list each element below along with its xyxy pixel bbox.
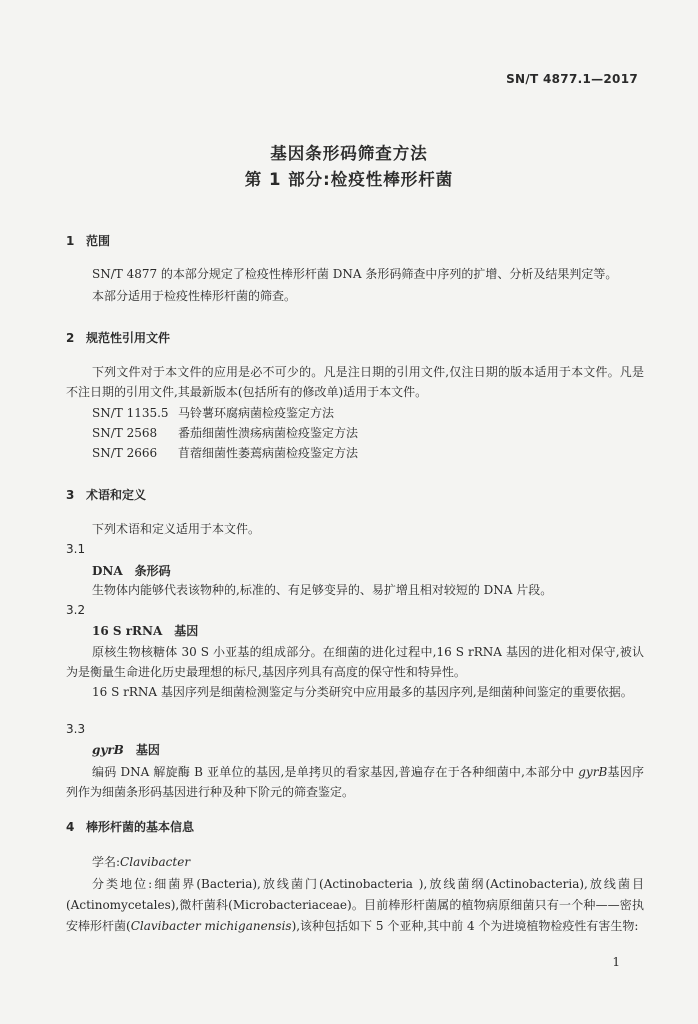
section-number: 1 — [66, 234, 75, 248]
term-definition: 16 S rRNA 基因序列是细菌检测鉴定与分类研究中应用最多的基因序列,是细菌种间鉴定的重要依据。 — [92, 685, 633, 699]
section-4-heading — [66, 818, 194, 835]
name-italic: Clavibacter — [120, 855, 191, 869]
page-number: 1 — [612, 955, 620, 969]
paragraph: SN/T 4877 的本部分规定了检疫性棒形杆菌 DNA 条形码筛查中序列的扩增、分析及结果判定等。 — [92, 267, 618, 281]
classification-part: ),该种包括如下 5 个亚种,其中前 4 个为进境植物检疫性有害生物: — [291, 919, 639, 933]
title-line-2: 第 1 部分:检疫性棒形杆菌 — [244, 170, 454, 189]
reference-item — [92, 445, 358, 461]
reference-code: SN/T 2568 — [92, 426, 158, 440]
section-title: 范围 — [86, 234, 111, 248]
term-definition: 生物体内能够代表该物种的,标准的、有足够变异的、易扩增且相对较短的 DNA 片段。 — [92, 583, 553, 597]
definition-part: 编码 DNA 解旋酶 B 亚单位的基因,是单拷贝的看家基因,普遍存在于各种细菌中,本部分中 — [92, 765, 579, 779]
paragraph: 下列文件对于本文件的应用是必不可少的。凡是注日期的引用文件,仅注日期的版本适用于本文件。凡是不注日期的引用文件,其最新版本(包括所有的修改单)适用于本文件。 — [66, 365, 644, 399]
section-1-heading — [66, 232, 110, 249]
classification-italic: Clavibacter michiganensis — [130, 919, 292, 933]
reference-name: 番茄细菌性溃疡病菌检疫鉴定方法 — [178, 426, 359, 440]
name-label: 学名: — [92, 855, 121, 869]
clause-number: 3.1 — [66, 542, 86, 556]
section-title: 术语和定义 — [86, 488, 147, 502]
classification-paragraph — [66, 874, 644, 937]
reference-item — [92, 425, 358, 441]
term-italic: gyrB — [92, 743, 124, 757]
reference-name: 苜蓿细菌性萎蔫病菌检疫鉴定方法 — [178, 446, 359, 460]
term-definition — [66, 762, 644, 802]
section-number: 4 — [66, 820, 75, 834]
clause-number: 3.3 — [66, 722, 86, 736]
section-2-heading — [66, 329, 170, 346]
paragraph: 下列术语和定义适用于本文件。 — [92, 522, 261, 536]
term-heading — [92, 741, 160, 758]
reference-item — [92, 405, 334, 421]
term-definition: 原核生物核糖体 30 S 小亚基的组成部分。在细菌的进化过程中,16 S rRNA 基因的进化相对保守,被认为是衡量生命进化历史最理想的标尺,基因序列具有高度的保守性和特异性。 — [66, 645, 644, 679]
reference-code: SN/T 1135.5 — [92, 406, 169, 420]
term-heading: 16 S rRNA 基因 — [92, 624, 199, 638]
section-3-heading — [66, 486, 146, 503]
term-rest: 基因 — [123, 743, 160, 757]
paragraph: 本部分适用于检疫性棒形杆菌的筛查。 — [92, 289, 297, 303]
reference-code: SN/T 2666 — [92, 446, 158, 460]
definition-italic: gyrB — [578, 765, 608, 779]
reference-name: 马铃薯环腐病菌检疫鉴定方法 — [178, 406, 335, 420]
clause-number: 3.2 — [66, 603, 86, 617]
scientific-name — [92, 854, 190, 870]
classification-part: 分类地位:细菌界(Bacteria),放线菌门(Actinobacteria ),放线菌纲(Actinobacteria),放线菌目(Actinomycetales),微杆菌科(Microbacteriaceae)。目前棒形杆菌属的植物病原细菌只有一个种——密执安棒形杆菌( — [66, 877, 644, 933]
definition-part: 基因序列作为细菌条形码基因进行种及种下阶元的筛查鉴定。 — [66, 765, 644, 799]
section-title: 棒形杆菌的基本信息 — [86, 820, 195, 834]
term-heading: DNA 条形码 — [92, 564, 171, 578]
section-title: 规范性引用文件 — [86, 331, 171, 345]
title-line-1: 基因条形码筛查方法 — [270, 144, 428, 163]
section-number: 3 — [66, 488, 75, 502]
standard-number: SN/T 4877.1—2017 — [506, 72, 638, 86]
section-number: 2 — [66, 331, 75, 345]
